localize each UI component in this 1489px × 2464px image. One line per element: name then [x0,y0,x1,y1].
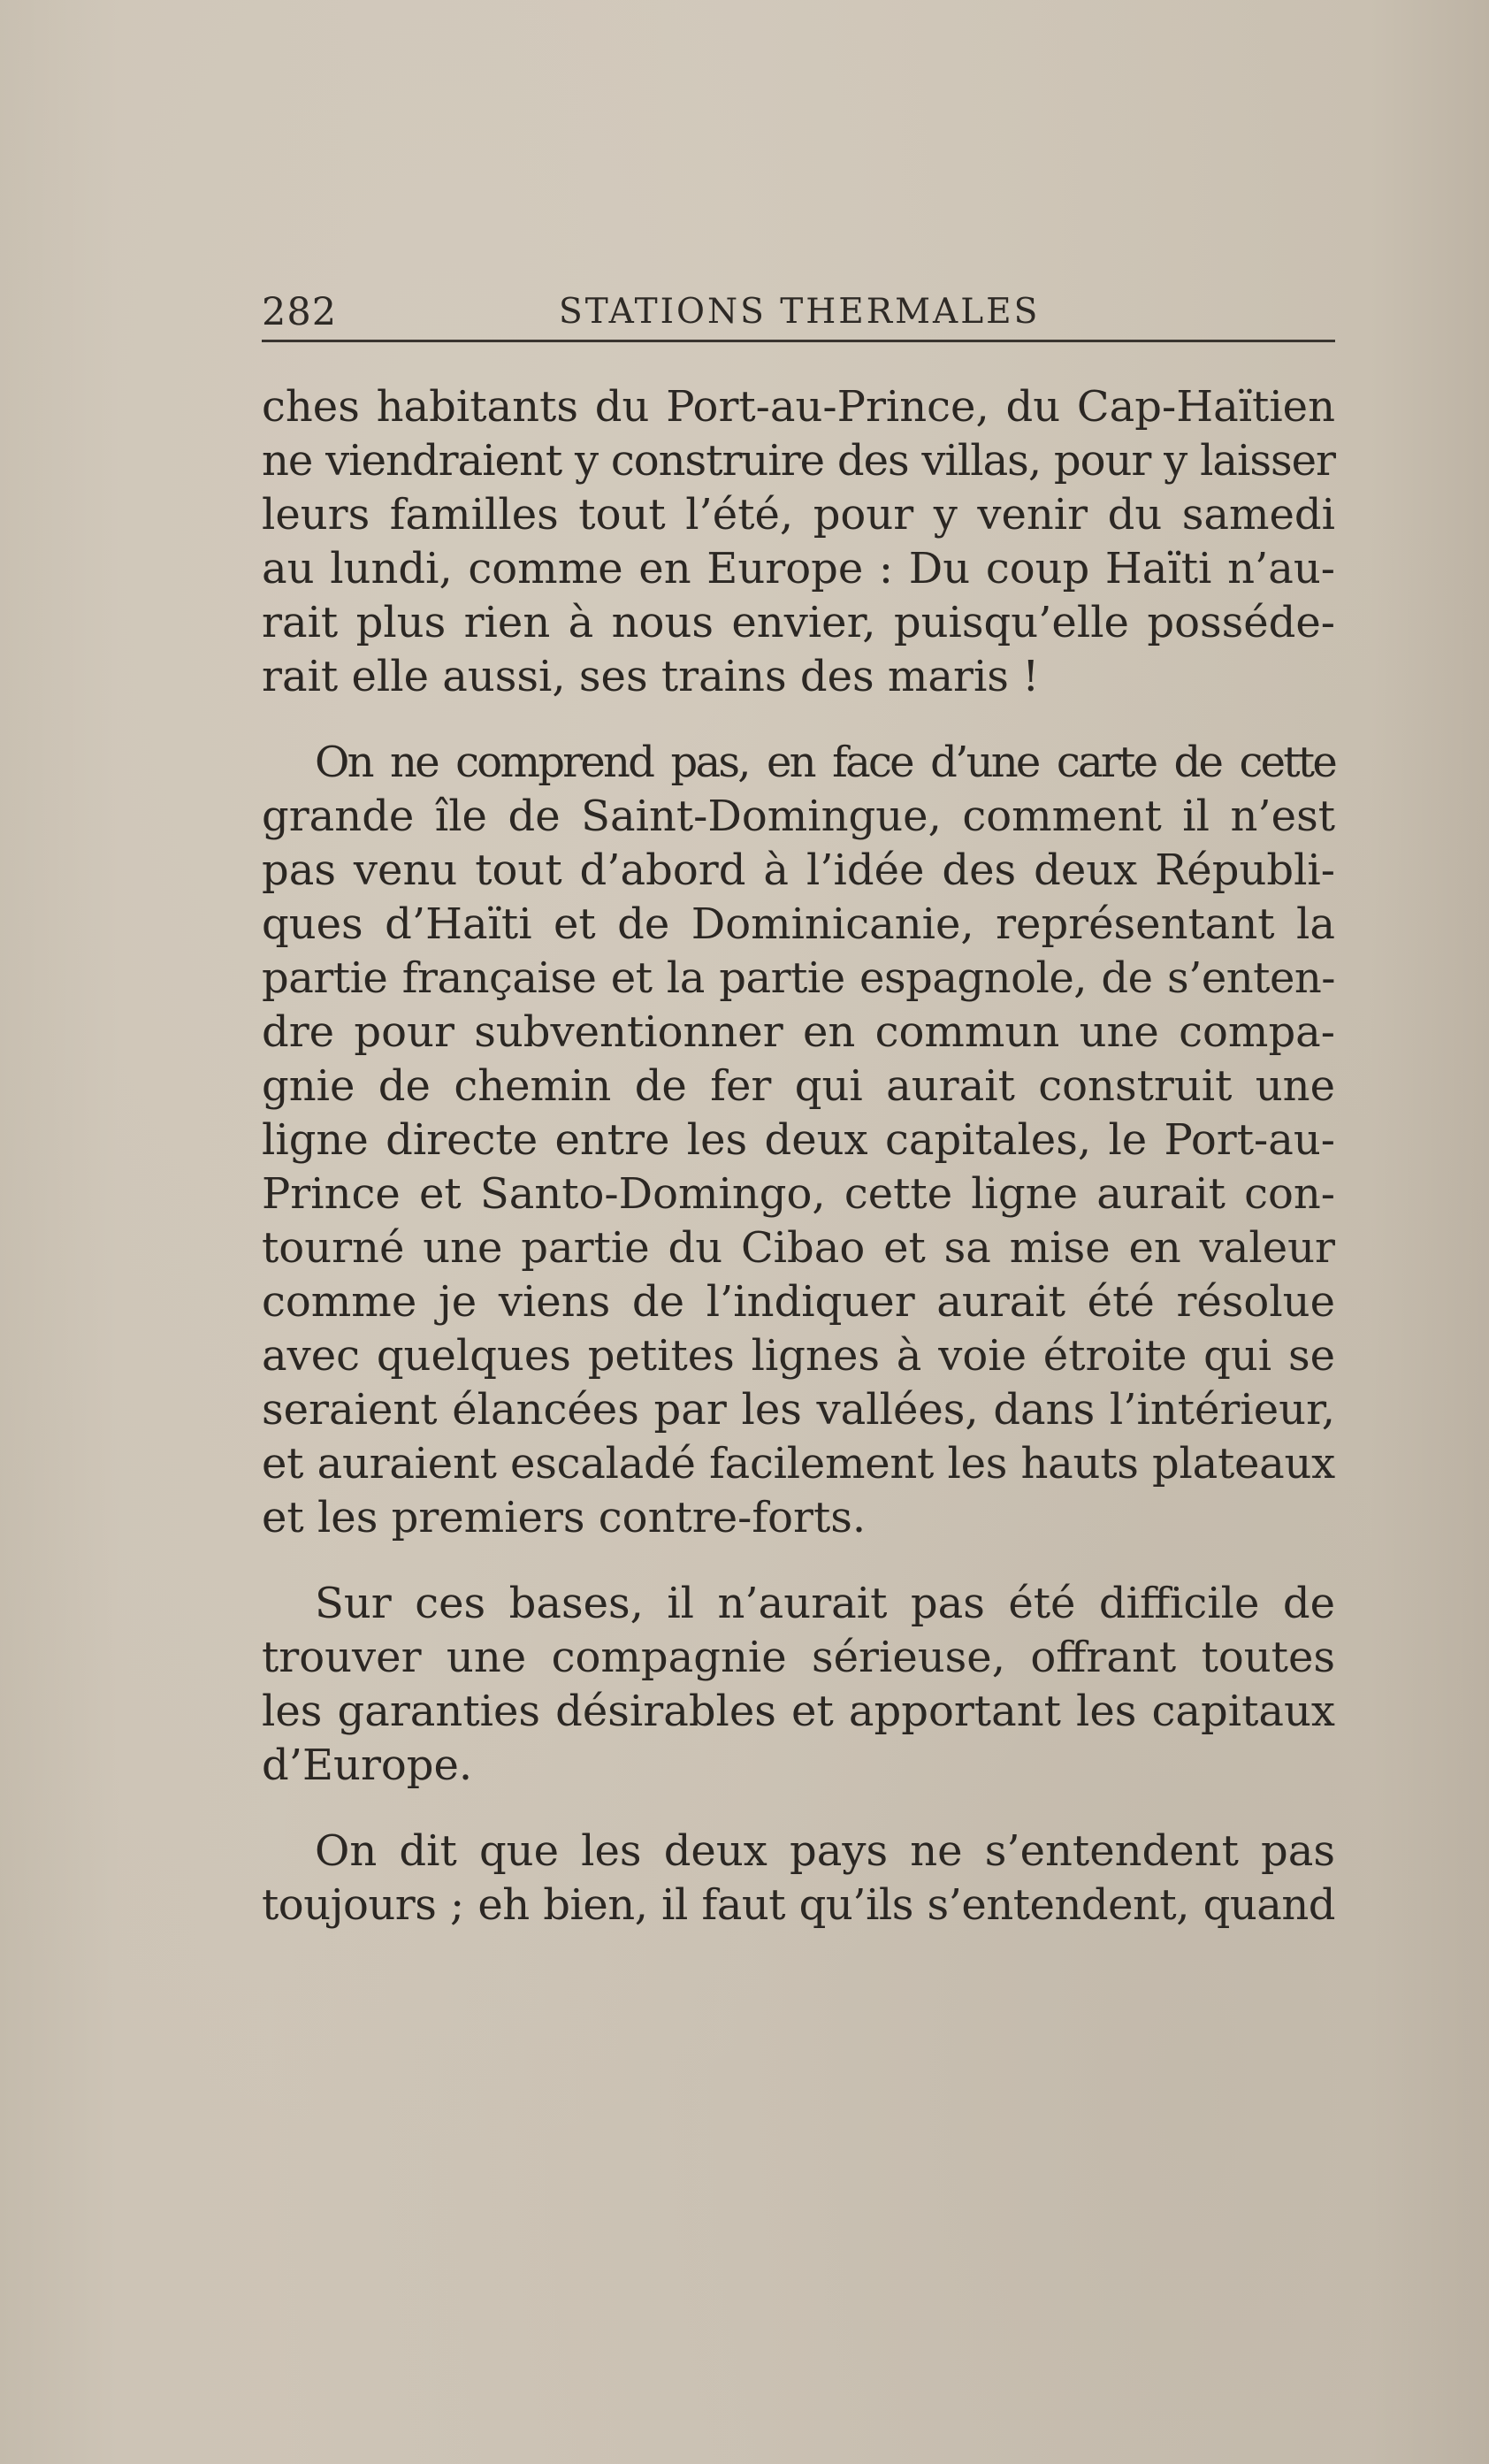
text-line: au lundi, comme en Europe : Du coup Haïti n’au- [262,544,1335,593]
text-line: pas venu tout d’abord à l’idée des deux Républi- [262,846,1335,895]
text-line: rait plus rien à nous envier, puisqu’elle posséde- [262,598,1335,647]
page-number: 282 [262,290,338,334]
text-line: On ne comprend pas, en face d’une carte de cette [315,738,1335,787]
text-line: On dit que les deux pays ne s’entendent pas [315,1826,1335,1876]
text-line: Sur ces bases, il n’aurait pas été difficile de [315,1579,1335,1628]
paragraph-2 [262,736,1335,1545]
header-rule [262,340,1335,342]
paragraph-4 [262,1825,1335,1932]
text-line: toujours ; eh bien, il faut qu’ils s’entendent, quand [262,1880,1335,1930]
text-line: d’Europe. [262,1741,473,1790]
text-line: rait elle aussi, ses trains des maris ! [262,652,1040,701]
text-line: trouver une compagnie sérieuse, offrant toutes [262,1633,1335,1682]
text-line: ches habitants du Port-au-Prince, du Cap-Haïtien [262,382,1335,432]
text-line: dre pour subventionner en commun une compa- [262,1007,1335,1057]
text-line: grande île de Saint-Domingue, comment il n’est [262,792,1335,841]
text-line: leurs familles tout l’été, pour y venir du samedi [262,490,1335,539]
text-line: ques d’Haïti et de Dominicanie, représentant la [262,899,1335,949]
text-line: ne viendraient y construire des villas, pour y laisser [262,436,1335,486]
running-title: STATIONS THERMALES [559,292,1041,332]
text-line: Prince et Santo-Domingo, cette ligne aurait con- [262,1169,1335,1219]
text-line: tourné une partie du Cibao et sa mise en valeur [262,1223,1335,1273]
text-line: et les premiers contre-forts. [262,1493,867,1542]
text-line: et auraient escaladé facilement les hauts plateaux [262,1439,1335,1488]
text-line: seraient élancées par les vallées, dans l’intérieur, [262,1385,1335,1435]
page-header [262,281,1335,348]
text-line: ligne directe entre les deux capitales, le Port-au- [262,1115,1335,1165]
text-line: gnie de chemin de fer qui aurait construit une [262,1061,1335,1111]
text-line: comme je viens de l’indiquer aurait été résolue [262,1277,1335,1327]
text-line: les garanties désirables et apportant les capitaux [262,1687,1335,1736]
text-line: avec quelques petites lignes à voie étroite qui se [262,1331,1335,1381]
text-line: partie française et la partie espagnole, de s’enten- [262,953,1335,1003]
paragraph-3 [262,1577,1335,1793]
body-text [262,380,1335,1932]
paragraph-1 [262,380,1335,704]
